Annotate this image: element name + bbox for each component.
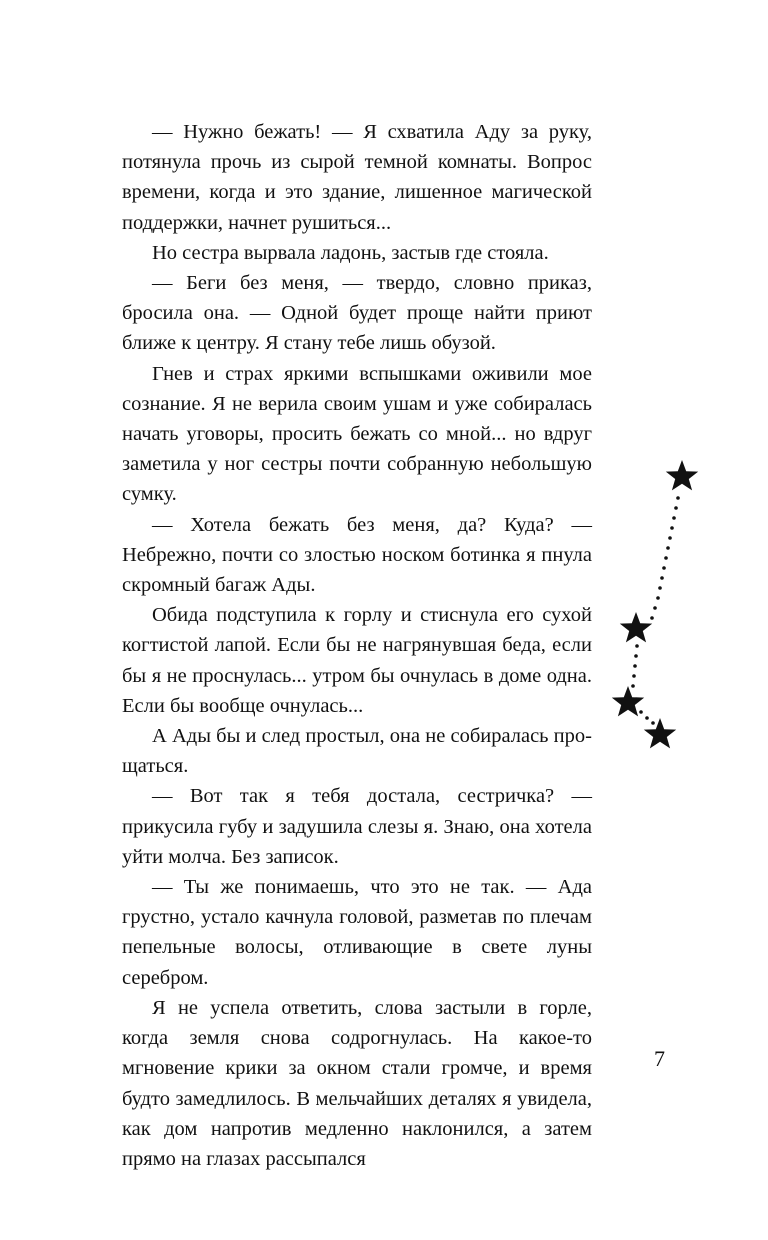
star-icon xyxy=(620,612,652,642)
paragraph: Гнев и страх яркими вспышками оживили мое сознание. Я не верила своим ушам и уже собиралась начать уговоры, просить бежать со мной... но вдруг заметила у ног сестры почти собранную небольшую сумку. xyxy=(122,362,592,506)
constellation-dots xyxy=(631,496,680,725)
star-icon xyxy=(666,460,698,490)
paragraph: — Вот так я тебя достала, сестричка? — прикусила губу и задушила слезы я. Знаю, она хотела уйти молча. Без записок. xyxy=(122,785,592,868)
paragraph: — Беги без меня, — твердо, словно приказ, бросила она. — Одной будет проще найти приют ближе к центру. Я стану тебе лишь обузой. xyxy=(122,272,592,355)
paragraph: — Хотела бежать без меня, да? Куда? — Небрежно, почти со злостью носком ботинка я пнула скромный багаж Ады. xyxy=(122,513,592,597)
body-text xyxy=(122,117,592,1174)
paragraph: Но сестра вырвала ладонь, застыв где стояла. xyxy=(152,241,549,264)
paragraph: А Ады бы и след простыл, она не собиралась прощаться. xyxy=(122,725,592,778)
paragraph: — Ты же понимаешь, что это не так. — Ада грустно, устало качнула головой, разметав по плечам пепельные волосы, отливающие в свете луны серебром. xyxy=(122,876,592,989)
star-constellation-icon xyxy=(600,450,710,760)
page-number: 7 xyxy=(654,1046,665,1071)
paragraph: — Нужно бежать! — Я схватила Аду за руку, потянула прочь из сырой темной комнаты. Вопрос времени, когда и это здание, лишенное магической поддержки, начнет рушиться... xyxy=(122,121,592,234)
paragraph: Обида подступила к горлу и стиснула его сухой когтистой лапой. Если бы не нагрянувшая беда, если бы я не проснулась... утром бы очнулась в доме одна. Если бы вообще очнулась... xyxy=(122,604,592,717)
paragraph: Я не успела ответить, слова застыли в горле, когда земля снова содрогнулась. На какое-то мгновение крики за окном стали громче, и время будто замедлилось. В мельчайших деталях я увидела, как дом напротив медленно наклонился, а затем прямо на глазах рассыпался xyxy=(122,996,592,1170)
star-icon xyxy=(644,718,676,748)
